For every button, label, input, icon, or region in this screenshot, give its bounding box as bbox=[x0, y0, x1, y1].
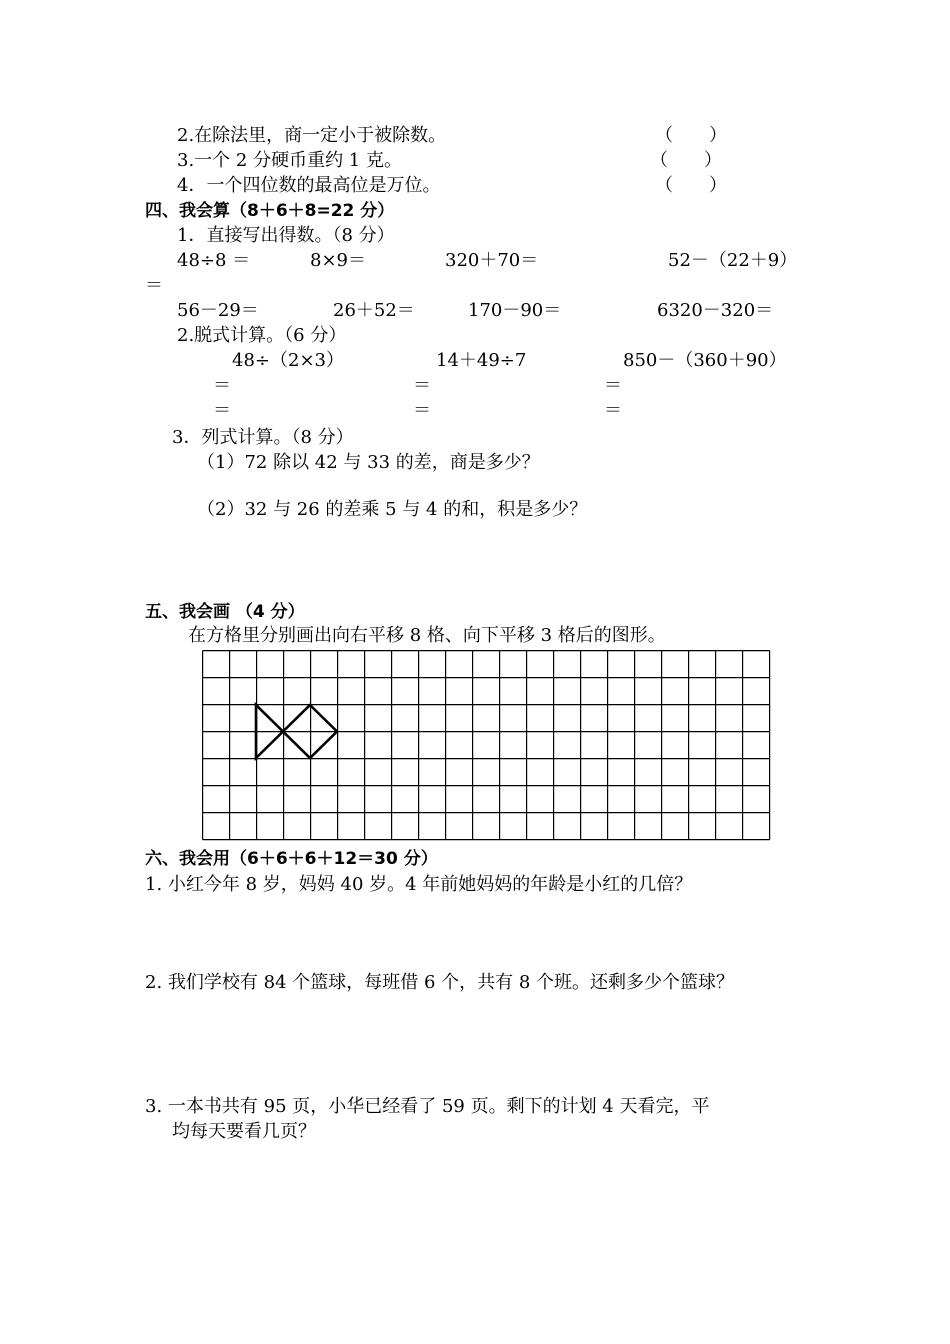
judge-q4-answer-paren[interactable]: （ ） bbox=[655, 175, 727, 196]
calc-5: 56－29＝ bbox=[177, 300, 259, 321]
part-3-title: 3．列式计算。（8 分） bbox=[172, 427, 354, 448]
calc-4-equals-wrap: ＝ bbox=[145, 275, 163, 296]
part-3-question-1: （1）72 除以 42 与 33 的差，商是多少？ bbox=[197, 452, 540, 473]
part-2-title: 2.脱式计算。（6 分） bbox=[177, 325, 347, 346]
square-grid[interactable] bbox=[202, 650, 776, 844]
calc-1: 48÷8 ＝ bbox=[177, 250, 251, 271]
calc-7: 170－90＝ bbox=[468, 300, 562, 321]
judge-q4: 4．一个四位数的最高位是万位。 bbox=[177, 175, 441, 196]
judge-q2: 2.在除法里，商一定小于被除数。 bbox=[177, 125, 447, 146]
step-calc-2: 14＋49÷7 bbox=[436, 350, 527, 371]
word-problem-3-line-2: 均每天要看几页？ bbox=[172, 1121, 316, 1142]
section-4-heading: 四、我会算（8＋6＋8=22 分） bbox=[145, 201, 395, 221]
part-1-title: 1．直接写出得数。（8 分） bbox=[177, 225, 395, 246]
step-1-eq-1: ＝ bbox=[213, 375, 231, 396]
judge-q3: 3.一个 2 分硬币重约 1 克。 bbox=[177, 150, 402, 171]
calc-8: 6320－320＝ bbox=[657, 300, 774, 321]
step-2-eq-1: ＝ bbox=[413, 375, 431, 396]
calc-2: 8×9＝ bbox=[310, 250, 366, 271]
calc-3: 320＋70＝ bbox=[445, 250, 539, 271]
step-calc-1: 48÷（2×3） bbox=[232, 350, 344, 371]
step-1-eq-2: ＝ bbox=[213, 400, 231, 421]
judge-q2-answer-paren[interactable]: （ ） bbox=[655, 125, 727, 146]
word-problem-1: 1. 小红今年 8 岁，妈妈 40 岁。4 年前她妈妈的年龄是小红的几倍？ bbox=[145, 874, 693, 895]
section-5-heading: 五、我会画 （4 分） bbox=[145, 602, 305, 622]
step-calc-3: 850－（360＋90） bbox=[623, 350, 787, 371]
part-3-question-2: （2）32 与 26 的差乘 5 与 4 的和，积是多少？ bbox=[197, 499, 588, 520]
calc-6: 26＋52＝ bbox=[333, 300, 415, 321]
calc-4: 52－（22＋9） bbox=[668, 250, 798, 271]
step-2-eq-2: ＝ bbox=[413, 400, 431, 421]
step-3-eq-2: ＝ bbox=[604, 400, 622, 421]
section-6-heading: 六、我会用（6＋6＋6＋12＝30 分） bbox=[145, 849, 438, 869]
step-3-eq-1: ＝ bbox=[604, 375, 622, 396]
word-problem-3-line-1: 3. 一本书共有 95 页，小华已经看了 59 页。剩下的计划 4 天看完，平 bbox=[145, 1096, 710, 1117]
word-problem-2: 2. 我们学校有 84 个篮球，每班借 6 个，共有 8 个班。还剩多少个篮球？ bbox=[145, 972, 735, 993]
judge-q3-answer-paren[interactable]: （ ） bbox=[650, 150, 722, 171]
drawing-instruction: 在方格里分别画出向右平移 8 格、向下平移 3 格后的图形。 bbox=[188, 625, 666, 646]
